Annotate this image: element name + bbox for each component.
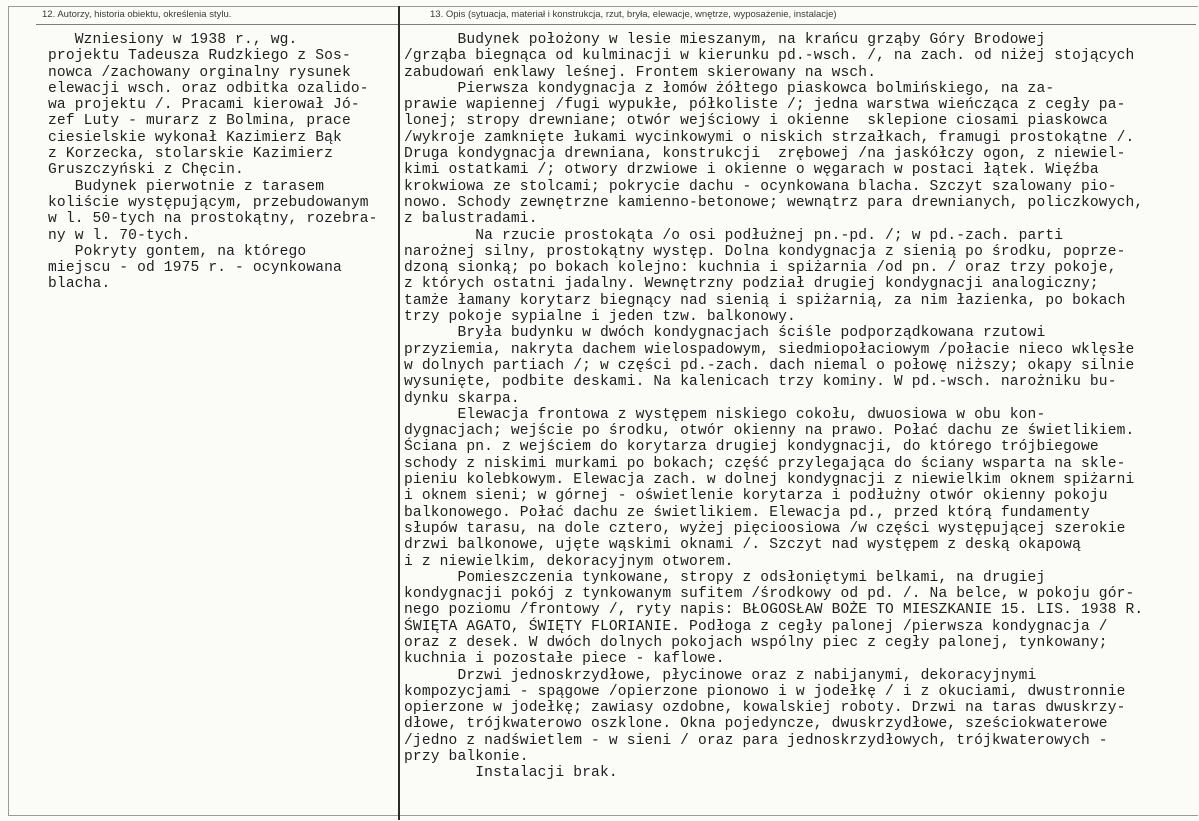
text-line: schody z niskimi murkami po bokach; część przylegająca do ściany wsparta na sklе- bbox=[404, 455, 1126, 472]
text-line: w dolnych partiach /; w części pd.-zach. dach niemal o połowę niższy; okapy silnie bbox=[404, 357, 1135, 374]
text-line: Budynek położony w lesie mieszanym, na krańcu grząby Góry Brodowej bbox=[404, 32, 1046, 48]
text-line: /grząba biegnąca od kulminacji w kierunku pd.-wsch. /, na zach. od niżej stojących bbox=[404, 48, 1135, 65]
text-line: blacha. bbox=[48, 276, 111, 293]
text-line: kompozycjami - spągowe /opierzone pionowo i w jodełkę / i z okuciami, dwustronnie bbox=[404, 683, 1126, 700]
text-line: elewacji wsch. oraz odbitka ozalido- bbox=[48, 80, 369, 97]
description-text bbox=[404, 32, 1196, 782]
text-line: lonej; stropy drewniane; otwór wejściowy i okienne sklepione ciosami piaskowca bbox=[404, 113, 1108, 130]
text-line: Pokryty gontem, na którego bbox=[48, 243, 307, 260]
text-line: /jedno z nadświetlem - w sieni / oraz para jednoskrzydłowych, trójkwaterowych - bbox=[404, 732, 1108, 749]
text-line: Druga kondygnacja drewniana, konstrukcji zrębowej /na jaskółczy ogon, z niewiel- bbox=[404, 146, 1126, 163]
text-line: ŚWIĘTA AGATO, ŚWIĘTY FLORIANIE. Podłoga z cegły palonej /pierwsza kondygnacja / bbox=[404, 618, 1108, 635]
text-line: ny w l. 70-tych. bbox=[48, 227, 191, 244]
text-line: Ściana pn. z wejściem do korytarza drugiej kondygnacji, do którego trójbiegowe bbox=[404, 439, 1099, 456]
text-line: z których ostatni jadalny. Wewnętrzny podział drugiej kondygnacji analogiczny; bbox=[404, 276, 1099, 293]
text-line: nowca /zachowany orginalny rysunek bbox=[48, 64, 351, 81]
text-line: Budynek pierwotnie z tarasem bbox=[48, 178, 325, 195]
text-line: przy balkonie. bbox=[404, 749, 529, 766]
field-13-header: 13. Opis (sytuacja, materiał i konstrukcja, rzut, bryła, elewacje, wnętrze, wyposażenie, instalacje) bbox=[430, 9, 837, 20]
text-line: przyziemia, nakryta dachem wielospadowym, siedmiopołaciowym /połacie nieco wklęsłe bbox=[404, 341, 1135, 358]
text-line: Drzwi jednoskrzydłowe, płycinowe oraz z nabijanymi, dekoracyjnymi bbox=[404, 667, 1037, 684]
text-line: kuchnia i pozostałe piece - kaflowe. bbox=[404, 651, 725, 668]
text-line: prawie wapiennej /fugi wypukłe, półkoliste /; jedna warstwa wieńcząca z cegły pa- bbox=[404, 97, 1126, 114]
text-line: narożnej silny, prostokątny występ. Dolna kondygnacja z sienią po środku, poprze- bbox=[404, 243, 1126, 260]
text-line: Pierwsza kondygnacja z łomów żółtego piaskowca bolmińskiego, na za- bbox=[404, 80, 1055, 97]
text-line: w l. 50-tych na prostokątny, rozebra- bbox=[48, 211, 378, 228]
text-line: zef Luty - murarz z Bolmina, prace bbox=[48, 113, 351, 130]
text-line: miejscu - od 1975 r. - ocynkowana bbox=[48, 260, 342, 277]
text-line: z Korzecka, stolarskie Kazimierz bbox=[48, 146, 334, 163]
text-line: zabudowań enklawy leśnej. Frontem skierowany na wsch. bbox=[404, 64, 877, 81]
text-line: dygnacjach; wejście po środku, otwór okienny na prawo. Połać dachu ze świetlikiem. bbox=[404, 423, 1135, 440]
text-line: i oknem sieni; w górnej - oświetlenie korytarza i podłużny otwór okienny pokoju bbox=[404, 488, 1108, 505]
text-line: nowo. Schody zewnętrzne kamienno-betonowe; wewnątrz para drewnianych, policzkowych, bbox=[404, 194, 1144, 211]
text-line: tamże łamany korytarz biegnący nad sienią i spiżarnią, za nim łazienka, po bokach bbox=[404, 292, 1126, 309]
text-line: ciesielskie wykonał Kazimierz Bąk bbox=[48, 129, 342, 146]
text-line: kimi ostatkami /; otwory drzwiowe i okienne o węgarach w postaci łątek. Więźba bbox=[404, 162, 1099, 179]
text-line: dłowe, trójkwaterowo oszklone. Okna pojedyncze, dwuskrzydłowe, sześciokwaterowe bbox=[404, 716, 1108, 733]
text-line: wysunięte, podbite deskami. Na kalenicach trzy kominy. W pd.-wsch. narożniku bu- bbox=[404, 374, 1117, 391]
header-rule bbox=[36, 24, 1196, 25]
text-line: Pomieszczenia tynkowane, stropy z odsłoniętymi belkami, na drugiej bbox=[404, 569, 1046, 586]
text-line: Wzniesiony w 1938 r., wg. bbox=[48, 32, 298, 48]
text-line: kondygnacji pokój z tynkowanym sufitem /środkowy od pd. /. Na belce, w pokoju gór- bbox=[404, 586, 1135, 603]
text-line: /wykroje zamknięte łukami wycinkowymi o niskich strzałkach, framugi prostokątne /. bbox=[404, 129, 1135, 146]
text-line: Gruszczyński z Chęcin. bbox=[48, 162, 244, 179]
text-line: balkonowego. Połać dachu ze świetlikiem. Elewacja pd., przed którą fundamenty bbox=[404, 504, 1090, 521]
text-line: pieniu kolebkowym. Elewacja zach. w dolnej kondygnacji z niewielkim oknem spiżarni bbox=[404, 472, 1135, 489]
authors-history-text bbox=[48, 32, 393, 293]
text-line: trzy pokoje sypialne i jeden tzw. balkonowy. bbox=[404, 309, 796, 326]
text-line: nego poziomu /frontowy /, ryty napis: BŁOGOSŁAW BOŻE TO MIESZKANIE 15. LIS. 1938 R. bbox=[404, 602, 1144, 619]
text-line: Instalacji brak. bbox=[404, 765, 618, 782]
text-line: oraz z desek. W dwóch dolnych pokojach wspólny piec z cegły palonej, tynkowany; bbox=[404, 634, 1108, 651]
text-line: drzwi balkonowe, ujęte wąskimi oknami /. Szczyt nad występem z deską okapową bbox=[404, 537, 1081, 554]
text-line: Elewacja frontowa z występem niskiego cokołu, dwuosiowa w obu kon- bbox=[404, 406, 1046, 423]
text-line: słupów tarasu, na dole cztero, wyżej pięcioosiowa /w części występującej szerokie bbox=[404, 520, 1126, 537]
text-line: Bryła budynku w dwóch kondygnacjach ściśle podporządkowana rzutowi bbox=[404, 325, 1046, 342]
text-line: Na rzucie prostokąta /o osi podłużnej pn.-pd. /; w pd.-zach. parti bbox=[404, 227, 1064, 244]
text-line: dynku skarpa. bbox=[404, 390, 520, 407]
text-line: dzoną sionką; po bokach kolejno: kuchnia i spiżarnia /od pn. / oraz trzy pokoje, bbox=[404, 260, 1117, 277]
column-divider bbox=[398, 6, 400, 820]
text-line: koliście występującym, przebudowanym bbox=[48, 194, 369, 211]
text-line: i z niewielkim, dekoracyjnym otworem. bbox=[404, 553, 734, 570]
text-line: wa projektu /. Pracami kierował Jó- bbox=[48, 97, 360, 114]
field-12-header: 12. Autorzy, historia obiektu, określenia stylu. bbox=[42, 9, 232, 20]
text-line: projektu Tadeusza Rudzkiego z Sos- bbox=[48, 48, 351, 65]
text-line: krokwiowa ze stolcami; pokrycie dachu - ocynkowana blacha. Szczyt szalowany pio- bbox=[404, 178, 1117, 195]
text-line: opierzone w jodełkę; zawiasy ozdobne, kowalskiej roboty. Drzwi na taras dwuskrzy- bbox=[404, 700, 1126, 717]
text-line: z balustradami. bbox=[404, 211, 538, 228]
